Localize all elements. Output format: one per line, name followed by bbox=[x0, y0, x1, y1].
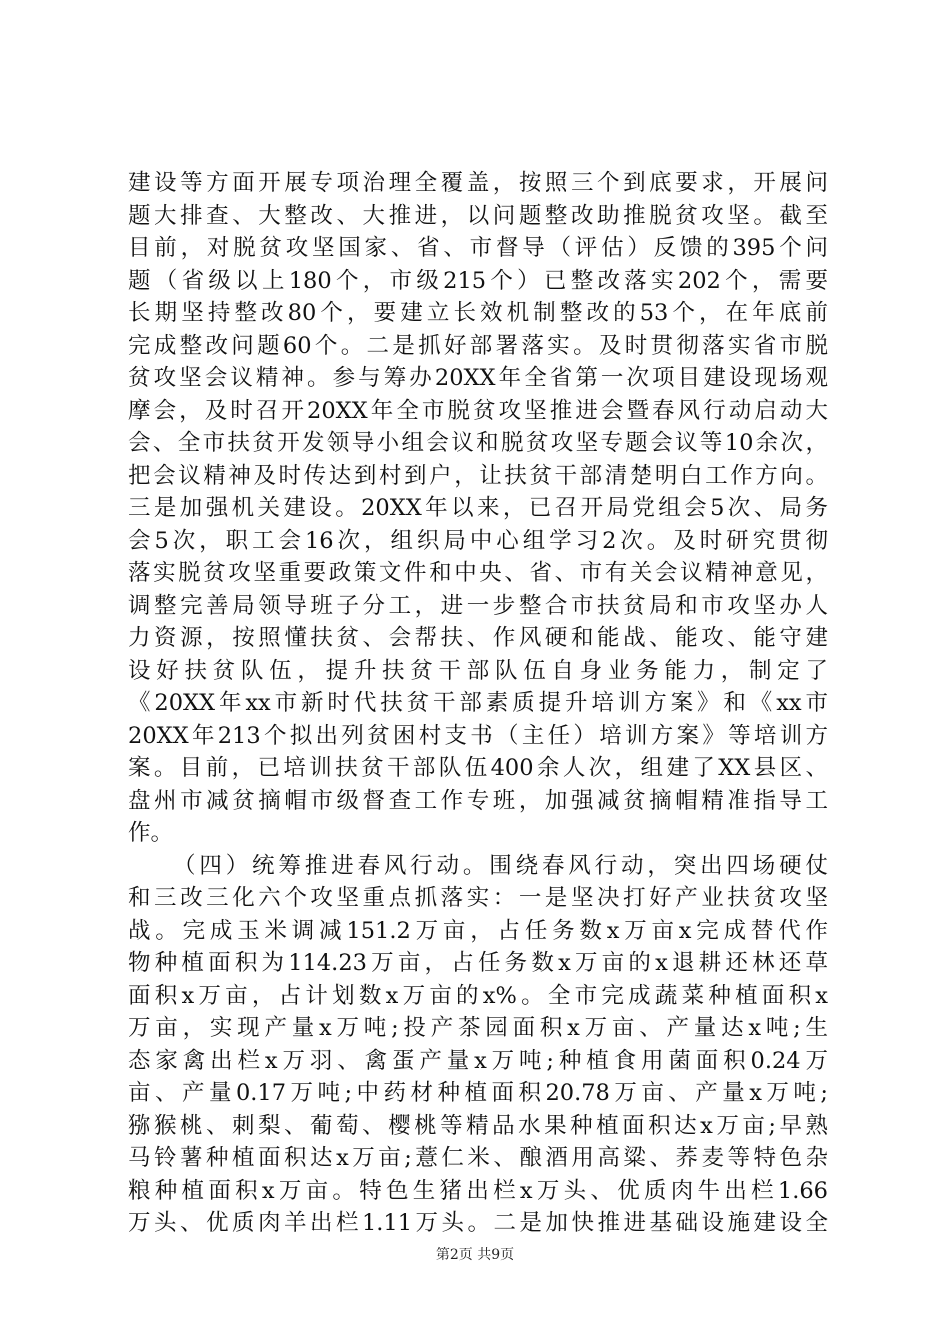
text-line: 力资源，按照懂扶贫、会帮扶、作风硬和能战、能攻、能守建 bbox=[128, 625, 828, 651]
text-line: 猕猴桃、刺梨、葡萄、樱桃等精品水果种植面积达x万亩;早熟 bbox=[128, 1112, 828, 1139]
page-number-label: 第2页 共9页 bbox=[435, 1247, 515, 1263]
text-line: 万亩，实现产量x万吨;投产茶园面积x万亩、产量达x吨;生 bbox=[128, 1015, 828, 1041]
body-text bbox=[128, 167, 828, 1240]
text-line: 三是加强机关建设。20XX年以来，已召开局党组会5次、局务 bbox=[128, 495, 828, 521]
text-line: 完成整改问题60个。二是抓好部署落实。及时贯彻落实省市脱 bbox=[128, 332, 828, 359]
text-line: 作。 bbox=[128, 820, 174, 846]
text-line: 物种植面积为114.23万亩，占任务数x万亩的x退耕还林还草 bbox=[128, 950, 828, 976]
text-line: 态家禽出栏x万羽、禽蛋产量x万吨;种植食用菌面积0.24万 bbox=[128, 1047, 828, 1074]
text-line: 把会议精神及时传达到村到户，让扶贫干部清楚明白工作方向。 bbox=[128, 462, 828, 489]
text-line: 粮种植面积x万亩。特色生猪出栏x万头、优质肉牛出栏1.66 bbox=[128, 1177, 828, 1204]
text-line: 会5次，职工会16次，组织局中心组学习2次。及时研究贯彻 bbox=[128, 527, 828, 554]
text-line: 《20XX年xx市新时代扶贫干部素质提升培训方案》和《xx市 bbox=[128, 690, 828, 716]
text-line: 会、全市扶贫开发领导小组会议和脱贫攻坚专题会议等10余次， bbox=[128, 430, 828, 456]
text-line: 题（省级以上180个，市级215个）已整改落实202个，需要 bbox=[128, 267, 828, 294]
text-line: 万头、优质肉羊出栏1.11万头。二是加快推进基础设施建设全 bbox=[128, 1210, 828, 1236]
text-line: 案。目前，已培训扶贫干部队伍400余人次，组建了XX县区、 bbox=[128, 755, 828, 781]
text-line: 马铃薯种植面积达x万亩;薏仁米、酿酒用高粱、荞麦等特色杂 bbox=[128, 1145, 828, 1171]
text-line: 题大排查、大整改、大推进，以问题整改助推脱贫攻坚。截至 bbox=[128, 202, 828, 229]
text-line: 目前，对脱贫攻坚国家、省、市督导（评估）反馈的395个问 bbox=[128, 235, 828, 261]
text-line: 亩、产量0.17万吨;中药材种植面积20.78万亩、产量x万吨; bbox=[128, 1080, 828, 1106]
text-line: 战。完成玉米调减151.2万亩，占任务数x万亩x完成替代作 bbox=[128, 917, 828, 944]
text-line: 落实脱贫攻坚重要政策文件和中央、省、市有关会议精神意见， bbox=[128, 560, 828, 586]
page-footer bbox=[0, 1245, 950, 1265]
text-line: 设好扶贫队伍，提升扶贫干部队伍自身业务能力，制定了 bbox=[128, 657, 828, 684]
text-line: 贫攻坚会议精神。参与筹办20XX年全省第一次项目建设现场观 bbox=[128, 365, 828, 391]
text-line: 20XX年213个拟出列贫困村支书（主任）培训方案》等培训方 bbox=[128, 722, 828, 749]
text-line: （四）统筹推进春风行动。围绕春风行动，突出四场硬仗 bbox=[173, 852, 828, 879]
text-line: 建设等方面开展专项治理全覆盖，按照三个到底要求，开展问 bbox=[128, 170, 828, 196]
text-line: 长期坚持整改80个，要建立长效机制整改的53个，在年底前 bbox=[128, 300, 828, 326]
text-line: 面积x万亩，占计划数x万亩的x%。全市完成蔬菜种植面积x bbox=[128, 982, 828, 1009]
text-line: 摩会，及时召开20XX年全市脱贫攻坚推进会暨春风行动启动大 bbox=[128, 397, 828, 424]
text-line: 和三改三化六个攻坚重点抓落实：一是坚决打好产业扶贫攻坚 bbox=[128, 885, 828, 911]
paragraph-2 bbox=[128, 850, 828, 1240]
text-line: 调整完善局领导班子分工，进一步整合市扶贫局和市攻坚办人 bbox=[128, 592, 828, 619]
paragraph-1 bbox=[128, 167, 828, 850]
text-line: 盘州市减贫摘帽市级督查工作专班，加强减贫摘帽精准指导工 bbox=[128, 787, 828, 814]
